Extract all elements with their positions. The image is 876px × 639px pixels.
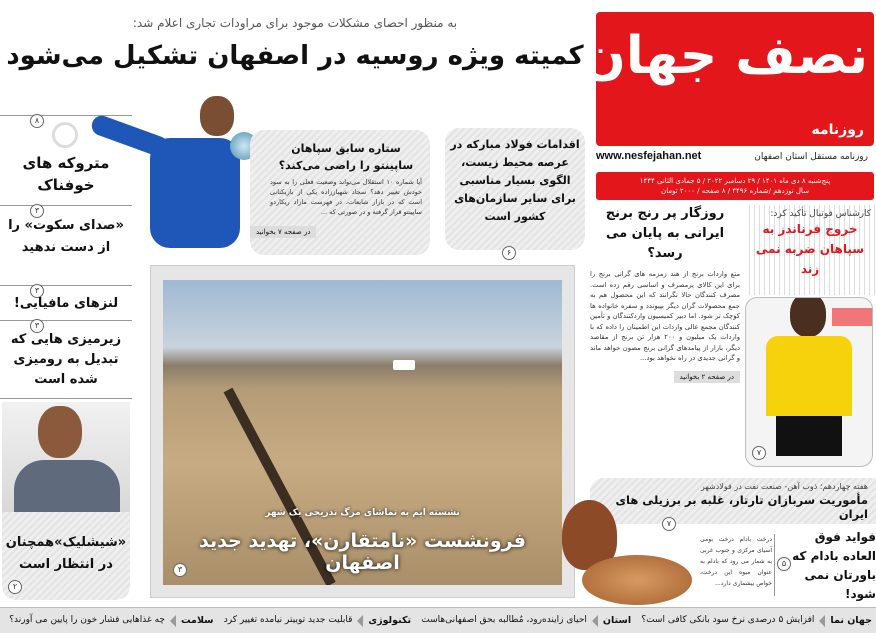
left-story-5-box: [2, 402, 130, 600]
divider: [0, 285, 132, 286]
divider: [774, 534, 775, 596]
rice-title[interactable]: روزگار پر رنج برنج ایرانی به پایان می رسد؟: [605, 206, 725, 261]
logo-subtitle: روزنامه: [811, 122, 864, 138]
left-story-5[interactable]: «شیشلیک»همچنان در انتظار است: [5, 535, 127, 572]
fernandes-title[interactable]: خروج فرناندز به سپاهان ضربه نمی زند: [755, 222, 865, 276]
section-label: تکنولوژی: [368, 615, 412, 626]
rice-body: متع واردات برنج از هند زمزمه های گرانی برنج را برای این کالای پرمصرف و اساسی رقم زده است. مصرف کنندگان حالا نگرانند که این محصول هم به جمع محصولات گران دیگر بپیوندد و سفره خانواده ها کوچک تر شود. اما دبیر کمیسیون واردکنندگان و تأمین کنندگان مجمع عالی واردات این اطمینان را داده که با واردات یک میلیون و ۲۰۰ هزار تن برنج از مقاصد دیگر، بازار از پیامدهای گرانی برنج مصون خواهد ماند و گرانی جدیدی در راه نخواهد بود...: [590, 270, 740, 362]
page-badge: ۳: [30, 198, 44, 218]
issue-line: سال نوزدهم /شماره ۴۴۹۶ / ۸ صفحه / ۲۰۰۰ تومان: [661, 187, 809, 195]
triangle-icon: [819, 615, 825, 627]
tartar-title[interactable]: مأموریت سربازان تارتار، غلبه بر برزیلی های ایران: [615, 493, 868, 521]
divider: [0, 398, 132, 399]
almond-title[interactable]: فواید فوق العاده بادام که باورتان نمی شود!: [792, 530, 876, 601]
bottom-story[interactable]: چه غذاهایی فشار خون را پایین می آورند؟: [9, 615, 165, 625]
left-story-3[interactable]: لنزهای مافیایی!: [13, 296, 119, 311]
left-story-4[interactable]: زیرمیزی هایی که تبدیل به رومیزی شده است: [10, 332, 122, 387]
tagline: روزنامه مستقل استان اصفهان: [754, 152, 868, 162]
bottom-story[interactable]: افزایش ۵ درصدی نرخ سود بانکی کافی است؟: [641, 615, 815, 625]
logo-text: نصف جهان: [581, 26, 868, 86]
actor-photo: [2, 402, 130, 512]
main-headline[interactable]: فرونشست «نامتقارن»، تهدید جدید اصفهان: [199, 530, 526, 574]
tartar-kicker: هفته چهاردهم؛ ذوب آهن- صنعت نفت در فولادشهر: [700, 482, 868, 491]
read-more[interactable]: در صفحه ۲ بخوانید: [674, 371, 740, 383]
page-badge: ۶: [502, 246, 516, 260]
lead-headline[interactable]: کمیته ویژه روسیه در اصفهان تشکیل می‌شود: [6, 41, 584, 71]
section-label: استان: [602, 615, 632, 626]
page-badge: ۳: [30, 313, 44, 333]
section-label: جهان نما: [830, 615, 872, 626]
triangle-icon: [170, 615, 176, 627]
bottom-news-bar: [0, 607, 876, 633]
date-line: پنج‌شنبه ۸ دی ماه ۱۴۰۱ / ۲۹ دسامبر ۲۰۲۲ / ۵ جمادی الثانی ۱۴۴۴: [639, 177, 831, 185]
page-badge: ۵: [777, 557, 791, 571]
website-link[interactable]: www.nesfejahan.net: [596, 150, 702, 162]
football-body: آیا شماره ۱۰ استقلال می‌تواند وضعیت فعلی را به سود خودش تغییر دهد؟ سجاد شهباززاده یکی از بازیکنانی است که در بازار شایعات، در فهرست مازاد ریکاردو ساپینتو قرار گرفته و در صورتی که ...: [270, 178, 422, 216]
main-kicker: نشسته ایم به تماشای مرگ تدریجی یک شهر: [265, 508, 460, 518]
page-badge: ۷: [662, 517, 676, 531]
page-badge: ۳: [173, 563, 187, 577]
page-badge: ۳: [30, 278, 44, 298]
fernandes-header: [745, 205, 875, 295]
football-title[interactable]: ستاره سابق سپاهان ساپینتو را راضی می‌کند؟: [278, 142, 414, 172]
lead-kicker: به منظور احصای مشکلات موجود برای مراودات تجاری اعلام شد:: [132, 16, 458, 30]
left-story-2[interactable]: «صدای سکوت» را از دست ندهید: [8, 218, 124, 255]
triangle-icon: [357, 615, 363, 627]
date-bar: [596, 172, 874, 200]
foulad-story[interactable]: [445, 128, 585, 250]
section-label: سلامت: [181, 615, 214, 626]
fernandes-photo: [745, 297, 873, 467]
fernandes-kicker: کارشناس فوتبال تأکید کرد:: [770, 209, 871, 219]
almond-body: درخت بادام درخت بومی آسیای مرکزی و جنوب غربی به شمار می رود که بادام به عنوان میوه این درخت، خواص بیشماری دارد...: [700, 536, 772, 587]
page-badge: ۲: [8, 580, 22, 594]
arrow-down-icon: [52, 122, 78, 148]
main-photo-story[interactable]: [150, 265, 575, 598]
land-subsidence-photo: [163, 280, 562, 585]
foulad-title[interactable]: اقدامات فولاد مبارکه در عرصه محیط زیست، الگوی بسیار مناسبی برای سایر سازمان‌های کشور است: [450, 138, 580, 223]
page-badge: ۸: [30, 108, 44, 128]
masthead-logo: [581, 12, 874, 146]
triangle-icon: [592, 615, 598, 627]
tartar-story[interactable]: [590, 478, 876, 524]
bottom-story[interactable]: احیای زاینده‌رود، مُطالبه بحق اصفهانی‌هاست: [421, 615, 587, 625]
rice-story[interactable]: [590, 204, 740, 383]
left-story-1[interactable]: متروکه های خوفناک: [22, 154, 110, 194]
truck: [393, 360, 415, 370]
bottom-story[interactable]: قابلیت جدید توییتر نیامده تغییر کرد: [223, 615, 353, 625]
divider: [0, 320, 132, 321]
football-story[interactable]: [250, 130, 430, 255]
page-badge: ۷: [752, 446, 766, 460]
read-more[interactable]: در صفحه ۷ بخوانید: [250, 226, 316, 238]
